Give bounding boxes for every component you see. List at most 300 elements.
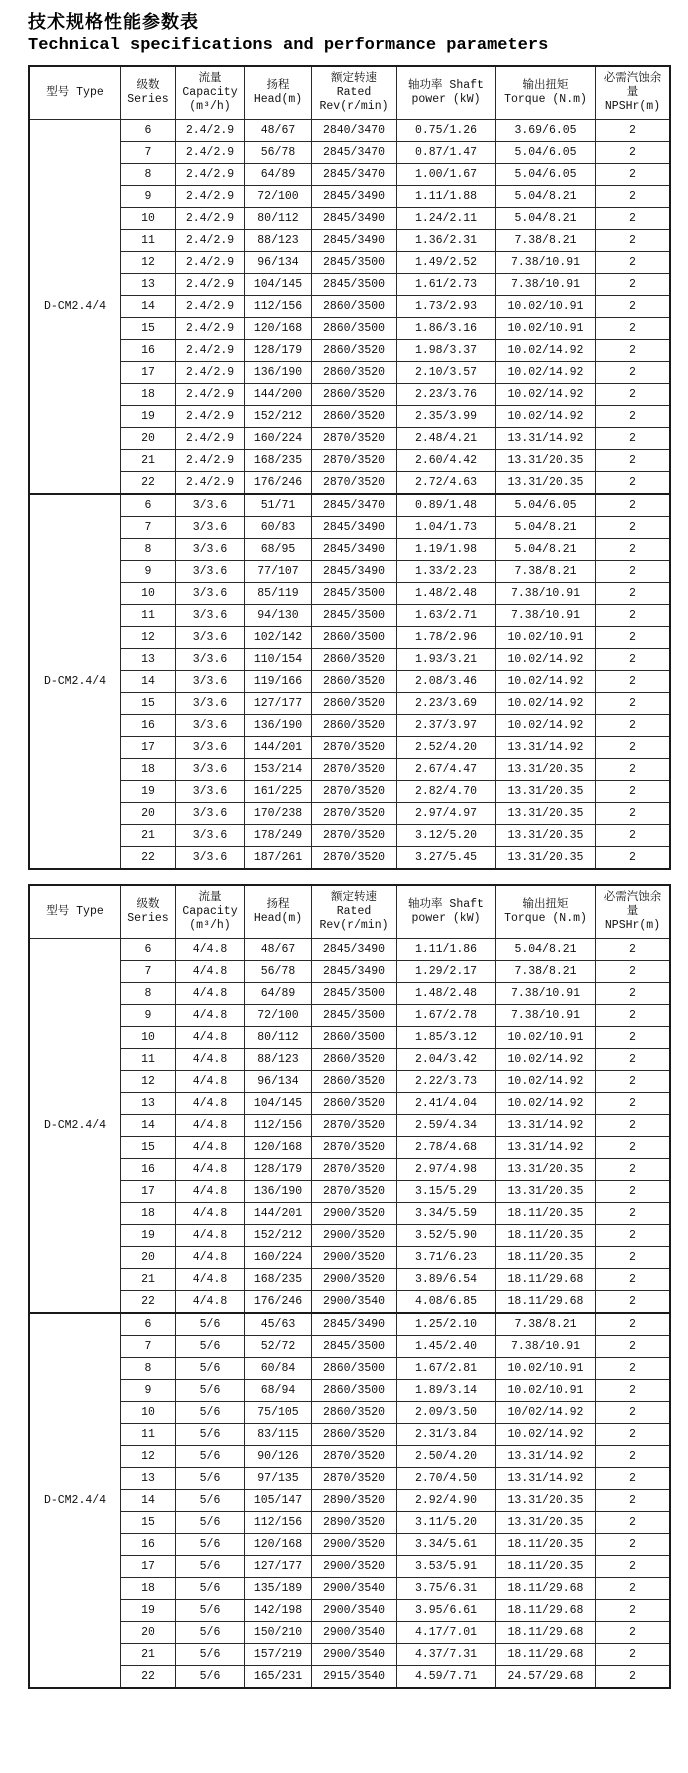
cell-torque: 5.04/8.21 xyxy=(496,186,596,208)
cell-torque: 10.02/10.91 xyxy=(496,296,596,318)
cell-rev: 2845/3470 xyxy=(312,494,397,517)
cell-head: 161/225 xyxy=(245,781,312,803)
cell-capacity: 5/6 xyxy=(176,1313,245,1336)
cell-torque: 13.31/14.92 xyxy=(496,428,596,450)
page-title-chinese: 技术规格性能参数表 xyxy=(28,12,199,32)
cell-capacity: 3/3.6 xyxy=(176,737,245,759)
table-row xyxy=(29,1203,670,1225)
cell-head: 135/189 xyxy=(245,1578,312,1600)
cell-series: 16 xyxy=(121,1534,176,1556)
table-row xyxy=(29,605,670,627)
cell-capacity: 3/3.6 xyxy=(176,649,245,671)
cell-capacity: 5/6 xyxy=(176,1468,245,1490)
cell-series: 11 xyxy=(121,1424,176,1446)
cell-head: 88/123 xyxy=(245,230,312,252)
cell-power: 2.04/3.42 xyxy=(397,1049,496,1071)
cell-series: 8 xyxy=(121,983,176,1005)
cell-torque: 10.02/14.92 xyxy=(496,1093,596,1115)
cell-series: 13 xyxy=(121,1468,176,1490)
cell-capacity: 3/3.6 xyxy=(176,517,245,539)
cell-head: 75/105 xyxy=(245,1402,312,1424)
cell-torque: 10.02/14.92 xyxy=(496,715,596,737)
cell-torque: 10/02/14.92 xyxy=(496,1402,596,1424)
cell-head: 153/214 xyxy=(245,759,312,781)
cell-power: 2.72/4.63 xyxy=(397,472,496,495)
cell-npshr: 2 xyxy=(596,406,671,428)
cell-power: 0.87/1.47 xyxy=(397,142,496,164)
table-row xyxy=(29,517,670,539)
cell-power: 1.67/2.81 xyxy=(397,1358,496,1380)
cell-rev: 2890/3520 xyxy=(312,1490,397,1512)
column-header-capacity: 流量 Capacity (m³/h) xyxy=(176,66,245,120)
cell-npshr: 2 xyxy=(596,1578,671,1600)
cell-npshr: 2 xyxy=(596,1225,671,1247)
cell-torque: 7.38/8.21 xyxy=(496,1313,596,1336)
cell-power: 3.27/5.45 xyxy=(397,847,496,870)
table-row xyxy=(29,1336,670,1358)
cell-capacity: 2.4/2.9 xyxy=(176,428,245,450)
cell-capacity: 4/4.8 xyxy=(176,1137,245,1159)
cell-npshr: 2 xyxy=(596,318,671,340)
table-row xyxy=(29,1005,670,1027)
cell-rev: 2860/3520 xyxy=(312,693,397,715)
cell-npshr: 2 xyxy=(596,583,671,605)
cell-series: 17 xyxy=(121,1181,176,1203)
cell-npshr: 2 xyxy=(596,252,671,274)
cell-head: 56/78 xyxy=(245,961,312,983)
cell-rev: 2845/3500 xyxy=(312,983,397,1005)
table-row xyxy=(29,1644,670,1666)
cell-npshr: 2 xyxy=(596,781,671,803)
cell-rev: 2870/3520 xyxy=(312,781,397,803)
column-header-type: 型号 Type xyxy=(29,66,121,120)
cell-series: 20 xyxy=(121,1622,176,1644)
cell-capacity: 5/6 xyxy=(176,1446,245,1468)
cell-head: 112/156 xyxy=(245,1512,312,1534)
cell-npshr: 2 xyxy=(596,1115,671,1137)
cell-power: 2.97/4.98 xyxy=(397,1159,496,1181)
cell-head: 60/84 xyxy=(245,1358,312,1380)
cell-npshr: 2 xyxy=(596,230,671,252)
cell-rev: 2860/3500 xyxy=(312,296,397,318)
cell-power: 1.29/2.17 xyxy=(397,961,496,983)
cell-rev: 2900/3520 xyxy=(312,1556,397,1578)
table-row xyxy=(29,120,670,142)
cell-rev: 2845/3490 xyxy=(312,561,397,583)
cell-npshr: 2 xyxy=(596,1644,671,1666)
cell-power: 2.41/4.04 xyxy=(397,1093,496,1115)
cell-torque: 13.31/20.35 xyxy=(496,472,596,495)
cell-torque: 7.38/8.21 xyxy=(496,961,596,983)
table-row xyxy=(29,1622,670,1644)
cell-torque: 18.11/29.68 xyxy=(496,1578,596,1600)
cell-power: 2.35/3.99 xyxy=(397,406,496,428)
cell-torque: 7.38/8.21 xyxy=(496,561,596,583)
cell-power: 1.93/3.21 xyxy=(397,649,496,671)
cell-npshr: 2 xyxy=(596,1490,671,1512)
cell-torque: 5.04/8.21 xyxy=(496,939,596,961)
cell-rev: 2840/3470 xyxy=(312,120,397,142)
cell-rev: 2845/3500 xyxy=(312,274,397,296)
cell-type: D-CM2.4/4 xyxy=(29,1313,121,1688)
cell-head: 176/246 xyxy=(245,1291,312,1314)
cell-head: 160/224 xyxy=(245,1247,312,1269)
cell-torque: 18.11/20.35 xyxy=(496,1203,596,1225)
cell-torque: 7.38/10.91 xyxy=(496,605,596,627)
cell-series: 11 xyxy=(121,605,176,627)
cell-capacity: 4/4.8 xyxy=(176,1005,245,1027)
cell-torque: 10.02/14.92 xyxy=(496,406,596,428)
cell-power: 3.12/5.20 xyxy=(397,825,496,847)
cell-head: 178/249 xyxy=(245,825,312,847)
cell-power: 2.31/3.84 xyxy=(397,1424,496,1446)
cell-series: 20 xyxy=(121,428,176,450)
cell-power: 3.15/5.29 xyxy=(397,1181,496,1203)
cell-torque: 18.11/29.68 xyxy=(496,1269,596,1291)
table-row xyxy=(29,472,670,495)
table-row xyxy=(29,671,670,693)
cell-npshr: 2 xyxy=(596,1291,671,1314)
cell-power: 2.23/3.69 xyxy=(397,693,496,715)
cell-rev: 2900/3540 xyxy=(312,1578,397,1600)
cell-capacity: 5/6 xyxy=(176,1534,245,1556)
column-header-series: 级数 Series xyxy=(121,885,176,939)
table-row xyxy=(29,939,670,961)
cell-capacity: 4/4.8 xyxy=(176,1203,245,1225)
cell-torque: 13.31/20.35 xyxy=(496,1181,596,1203)
cell-head: 48/67 xyxy=(245,120,312,142)
cell-npshr: 2 xyxy=(596,450,671,472)
cell-npshr: 2 xyxy=(596,1137,671,1159)
cell-power: 2.59/4.34 xyxy=(397,1115,496,1137)
cell-head: 152/212 xyxy=(245,1225,312,1247)
cell-torque: 13.31/20.35 xyxy=(496,1490,596,1512)
cell-npshr: 2 xyxy=(596,1071,671,1093)
cell-capacity: 2.4/2.9 xyxy=(176,450,245,472)
cell-npshr: 2 xyxy=(596,847,671,870)
cell-head: 110/154 xyxy=(245,649,312,671)
cell-torque: 24.57/29.68 xyxy=(496,1666,596,1689)
cell-power: 0.75/1.26 xyxy=(397,120,496,142)
column-header-type: 型号 Type xyxy=(29,885,121,939)
cell-torque: 7.38/10.91 xyxy=(496,583,596,605)
cell-series: 13 xyxy=(121,649,176,671)
cell-series: 21 xyxy=(121,1644,176,1666)
cell-npshr: 2 xyxy=(596,715,671,737)
cell-power: 3.75/6.31 xyxy=(397,1578,496,1600)
cell-torque: 10.02/14.92 xyxy=(496,1071,596,1093)
cell-torque: 7.38/10.91 xyxy=(496,252,596,274)
cell-rev: 2870/3520 xyxy=(312,450,397,472)
cell-npshr: 2 xyxy=(596,296,671,318)
cell-series: 9 xyxy=(121,1005,176,1027)
cell-head: 80/112 xyxy=(245,1027,312,1049)
cell-capacity: 5/6 xyxy=(176,1490,245,1512)
cell-torque: 5.04/6.05 xyxy=(496,164,596,186)
cell-npshr: 2 xyxy=(596,384,671,406)
cell-series: 7 xyxy=(121,142,176,164)
cell-series: 15 xyxy=(121,693,176,715)
cell-head: 51/71 xyxy=(245,494,312,517)
cell-rev: 2860/3520 xyxy=(312,1071,397,1093)
cell-torque: 13.31/14.92 xyxy=(496,1115,596,1137)
cell-head: 120/168 xyxy=(245,1137,312,1159)
cell-npshr: 2 xyxy=(596,1203,671,1225)
column-header-head: 扬程 Head(m) xyxy=(245,66,312,120)
table-row xyxy=(29,208,670,230)
cell-rev: 2845/3490 xyxy=(312,1313,397,1336)
cell-torque: 18.11/20.35 xyxy=(496,1534,596,1556)
cell-npshr: 2 xyxy=(596,1622,671,1644)
cell-series: 7 xyxy=(121,961,176,983)
cell-npshr: 2 xyxy=(596,1446,671,1468)
cell-capacity: 4/4.8 xyxy=(176,1181,245,1203)
cell-series: 10 xyxy=(121,1027,176,1049)
cell-torque: 7.38/10.91 xyxy=(496,983,596,1005)
cell-torque: 10.02/10.91 xyxy=(496,1027,596,1049)
table-row xyxy=(29,825,670,847)
cell-power: 1.11/1.88 xyxy=(397,186,496,208)
cell-series: 22 xyxy=(121,1666,176,1689)
cell-head: 165/231 xyxy=(245,1666,312,1689)
cell-power: 1.04/1.73 xyxy=(397,517,496,539)
table-row xyxy=(29,1027,670,1049)
cell-head: 64/89 xyxy=(245,983,312,1005)
cell-capacity: 2.4/2.9 xyxy=(176,296,245,318)
table-row xyxy=(29,649,670,671)
cell-rev: 2870/3520 xyxy=(312,737,397,759)
cell-head: 170/238 xyxy=(245,803,312,825)
cell-capacity: 4/4.8 xyxy=(176,1093,245,1115)
cell-rev: 2860/3500 xyxy=(312,1358,397,1380)
cell-head: 52/72 xyxy=(245,1336,312,1358)
cell-npshr: 2 xyxy=(596,1049,671,1071)
cell-torque: 18.11/20.35 xyxy=(496,1247,596,1269)
cell-rev: 2860/3520 xyxy=(312,1402,397,1424)
cell-rev: 2845/3500 xyxy=(312,252,397,274)
cell-torque: 13.31/20.35 xyxy=(496,803,596,825)
cell-capacity: 3/3.6 xyxy=(176,583,245,605)
cell-capacity: 3/3.6 xyxy=(176,847,245,870)
cell-series: 20 xyxy=(121,1247,176,1269)
cell-rev: 2845/3490 xyxy=(312,230,397,252)
cell-capacity: 4/4.8 xyxy=(176,1071,245,1093)
cell-npshr: 2 xyxy=(596,1468,671,1490)
cell-head: 96/134 xyxy=(245,252,312,274)
cell-torque: 18.11/20.35 xyxy=(496,1556,596,1578)
cell-head: 104/145 xyxy=(245,274,312,296)
table-row xyxy=(29,781,670,803)
cell-type: D-CM2.4/4 xyxy=(29,939,121,1314)
cell-torque: 13.31/20.35 xyxy=(496,781,596,803)
cell-npshr: 2 xyxy=(596,164,671,186)
cell-capacity: 2.4/2.9 xyxy=(176,318,245,340)
cell-npshr: 2 xyxy=(596,1600,671,1622)
cell-power: 2.08/3.46 xyxy=(397,671,496,693)
cell-rev: 2870/3520 xyxy=(312,825,397,847)
cell-series: 19 xyxy=(121,781,176,803)
cell-capacity: 4/4.8 xyxy=(176,1269,245,1291)
table-row xyxy=(29,1600,670,1622)
cell-torque: 13.31/20.35 xyxy=(496,1159,596,1181)
cell-npshr: 2 xyxy=(596,1666,671,1689)
table-row xyxy=(29,1313,670,1336)
cell-head: 102/142 xyxy=(245,627,312,649)
cell-power: 2.70/4.50 xyxy=(397,1468,496,1490)
cell-rev: 2860/3520 xyxy=(312,715,397,737)
cell-capacity: 4/4.8 xyxy=(176,1115,245,1137)
cell-torque: 13.31/20.35 xyxy=(496,1512,596,1534)
table-row xyxy=(29,384,670,406)
table-row xyxy=(29,406,670,428)
cell-series: 9 xyxy=(121,186,176,208)
cell-npshr: 2 xyxy=(596,1512,671,1534)
cell-capacity: 3/3.6 xyxy=(176,693,245,715)
table-row xyxy=(29,274,670,296)
cell-power: 1.85/3.12 xyxy=(397,1027,496,1049)
cell-capacity: 4/4.8 xyxy=(176,983,245,1005)
table-row xyxy=(29,803,670,825)
cell-torque: 13.31/20.35 xyxy=(496,825,596,847)
table-row xyxy=(29,1269,670,1291)
cell-torque: 10.02/14.92 xyxy=(496,671,596,693)
cell-rev: 2860/3500 xyxy=(312,318,397,340)
cell-rev: 2900/3520 xyxy=(312,1225,397,1247)
cell-npshr: 2 xyxy=(596,649,671,671)
table-row xyxy=(29,428,670,450)
cell-power: 1.00/1.67 xyxy=(397,164,496,186)
cell-series: 8 xyxy=(121,539,176,561)
cell-series: 6 xyxy=(121,120,176,142)
cell-power: 2.67/4.47 xyxy=(397,759,496,781)
cell-torque: 13.31/14.92 xyxy=(496,737,596,759)
cell-head: 136/190 xyxy=(245,715,312,737)
cell-npshr: 2 xyxy=(596,142,671,164)
cell-power: 1.61/2.73 xyxy=(397,274,496,296)
cell-power: 3.71/6.23 xyxy=(397,1247,496,1269)
cell-series: 16 xyxy=(121,1159,176,1181)
cell-capacity: 4/4.8 xyxy=(176,939,245,961)
cell-power: 1.11/1.86 xyxy=(397,939,496,961)
cell-rev: 2860/3520 xyxy=(312,340,397,362)
table-row xyxy=(29,1512,670,1534)
cell-rev: 2900/3520 xyxy=(312,1203,397,1225)
cell-head: 144/201 xyxy=(245,1203,312,1225)
cell-rev: 2870/3520 xyxy=(312,759,397,781)
cell-head: 120/168 xyxy=(245,1534,312,1556)
cell-capacity: 5/6 xyxy=(176,1512,245,1534)
table-row xyxy=(29,539,670,561)
table-row xyxy=(29,142,670,164)
cell-rev: 2860/3520 xyxy=(312,671,397,693)
cell-series: 19 xyxy=(121,1600,176,1622)
cell-torque: 13.31/14.92 xyxy=(496,1446,596,1468)
cell-capacity: 2.4/2.9 xyxy=(176,120,245,142)
cell-series: 17 xyxy=(121,737,176,759)
cell-rev: 2870/3520 xyxy=(312,1446,397,1468)
cell-head: 120/168 xyxy=(245,318,312,340)
cell-series: 17 xyxy=(121,362,176,384)
cell-torque: 5.04/8.21 xyxy=(496,517,596,539)
table-row xyxy=(29,1291,670,1314)
cell-head: 187/261 xyxy=(245,847,312,870)
cell-power: 2.97/4.97 xyxy=(397,803,496,825)
cell-series: 8 xyxy=(121,1358,176,1380)
cell-head: 136/190 xyxy=(245,362,312,384)
cell-npshr: 2 xyxy=(596,1181,671,1203)
cell-npshr: 2 xyxy=(596,186,671,208)
cell-torque: 10.02/14.92 xyxy=(496,362,596,384)
table-row xyxy=(29,296,670,318)
cell-npshr: 2 xyxy=(596,605,671,627)
table-row xyxy=(29,583,670,605)
table-row xyxy=(29,318,670,340)
cell-series: 14 xyxy=(121,1115,176,1137)
cell-head: 72/100 xyxy=(245,186,312,208)
cell-series: 14 xyxy=(121,296,176,318)
cell-rev: 2860/3520 xyxy=(312,649,397,671)
column-header-rev: 额定转速 Rated Rev(r/min) xyxy=(312,66,397,120)
cell-series: 12 xyxy=(121,627,176,649)
cell-torque: 10.02/10.91 xyxy=(496,1358,596,1380)
cell-torque: 13.31/14.92 xyxy=(496,1137,596,1159)
cell-capacity: 4/4.8 xyxy=(176,1159,245,1181)
cell-rev: 2900/3540 xyxy=(312,1644,397,1666)
cell-head: 128/179 xyxy=(245,340,312,362)
cell-head: 136/190 xyxy=(245,1181,312,1203)
cell-series: 9 xyxy=(121,1380,176,1402)
cell-rev: 2845/3500 xyxy=(312,583,397,605)
table-row xyxy=(29,1159,670,1181)
cell-capacity: 5/6 xyxy=(176,1556,245,1578)
cell-npshr: 2 xyxy=(596,1534,671,1556)
cell-torque: 7.38/10.91 xyxy=(496,1005,596,1027)
cell-rev: 2860/3500 xyxy=(312,1027,397,1049)
cell-series: 10 xyxy=(121,583,176,605)
table-row xyxy=(29,1534,670,1556)
table-row xyxy=(29,1380,670,1402)
cell-head: 127/177 xyxy=(245,1556,312,1578)
cell-power: 4.17/7.01 xyxy=(397,1622,496,1644)
cell-rev: 2845/3490 xyxy=(312,939,397,961)
cell-power: 2.23/3.76 xyxy=(397,384,496,406)
cell-torque: 5.04/8.21 xyxy=(496,539,596,561)
cell-capacity: 2.4/2.9 xyxy=(176,362,245,384)
cell-series: 21 xyxy=(121,1269,176,1291)
cell-head: 176/246 xyxy=(245,472,312,495)
spec-table-lower xyxy=(28,884,671,1689)
cell-capacity: 4/4.8 xyxy=(176,1225,245,1247)
table-row xyxy=(29,561,670,583)
column-header-capacity: 流量 Capacity (m³/h) xyxy=(176,885,245,939)
cell-series: 22 xyxy=(121,1291,176,1314)
cell-series: 12 xyxy=(121,252,176,274)
cell-rev: 2870/3520 xyxy=(312,472,397,495)
cell-npshr: 2 xyxy=(596,1269,671,1291)
cell-series: 8 xyxy=(121,164,176,186)
cell-npshr: 2 xyxy=(596,939,671,961)
cell-head: 60/83 xyxy=(245,517,312,539)
cell-power: 2.37/3.97 xyxy=(397,715,496,737)
cell-npshr: 2 xyxy=(596,1247,671,1269)
cell-capacity: 5/6 xyxy=(176,1358,245,1380)
cell-npshr: 2 xyxy=(596,1556,671,1578)
cell-power: 4.37/7.31 xyxy=(397,1644,496,1666)
cell-series: 20 xyxy=(121,803,176,825)
cell-series: 18 xyxy=(121,1578,176,1600)
column-header-power: 轴功率 Shaft power (kW) xyxy=(397,885,496,939)
cell-torque: 13.31/20.35 xyxy=(496,759,596,781)
